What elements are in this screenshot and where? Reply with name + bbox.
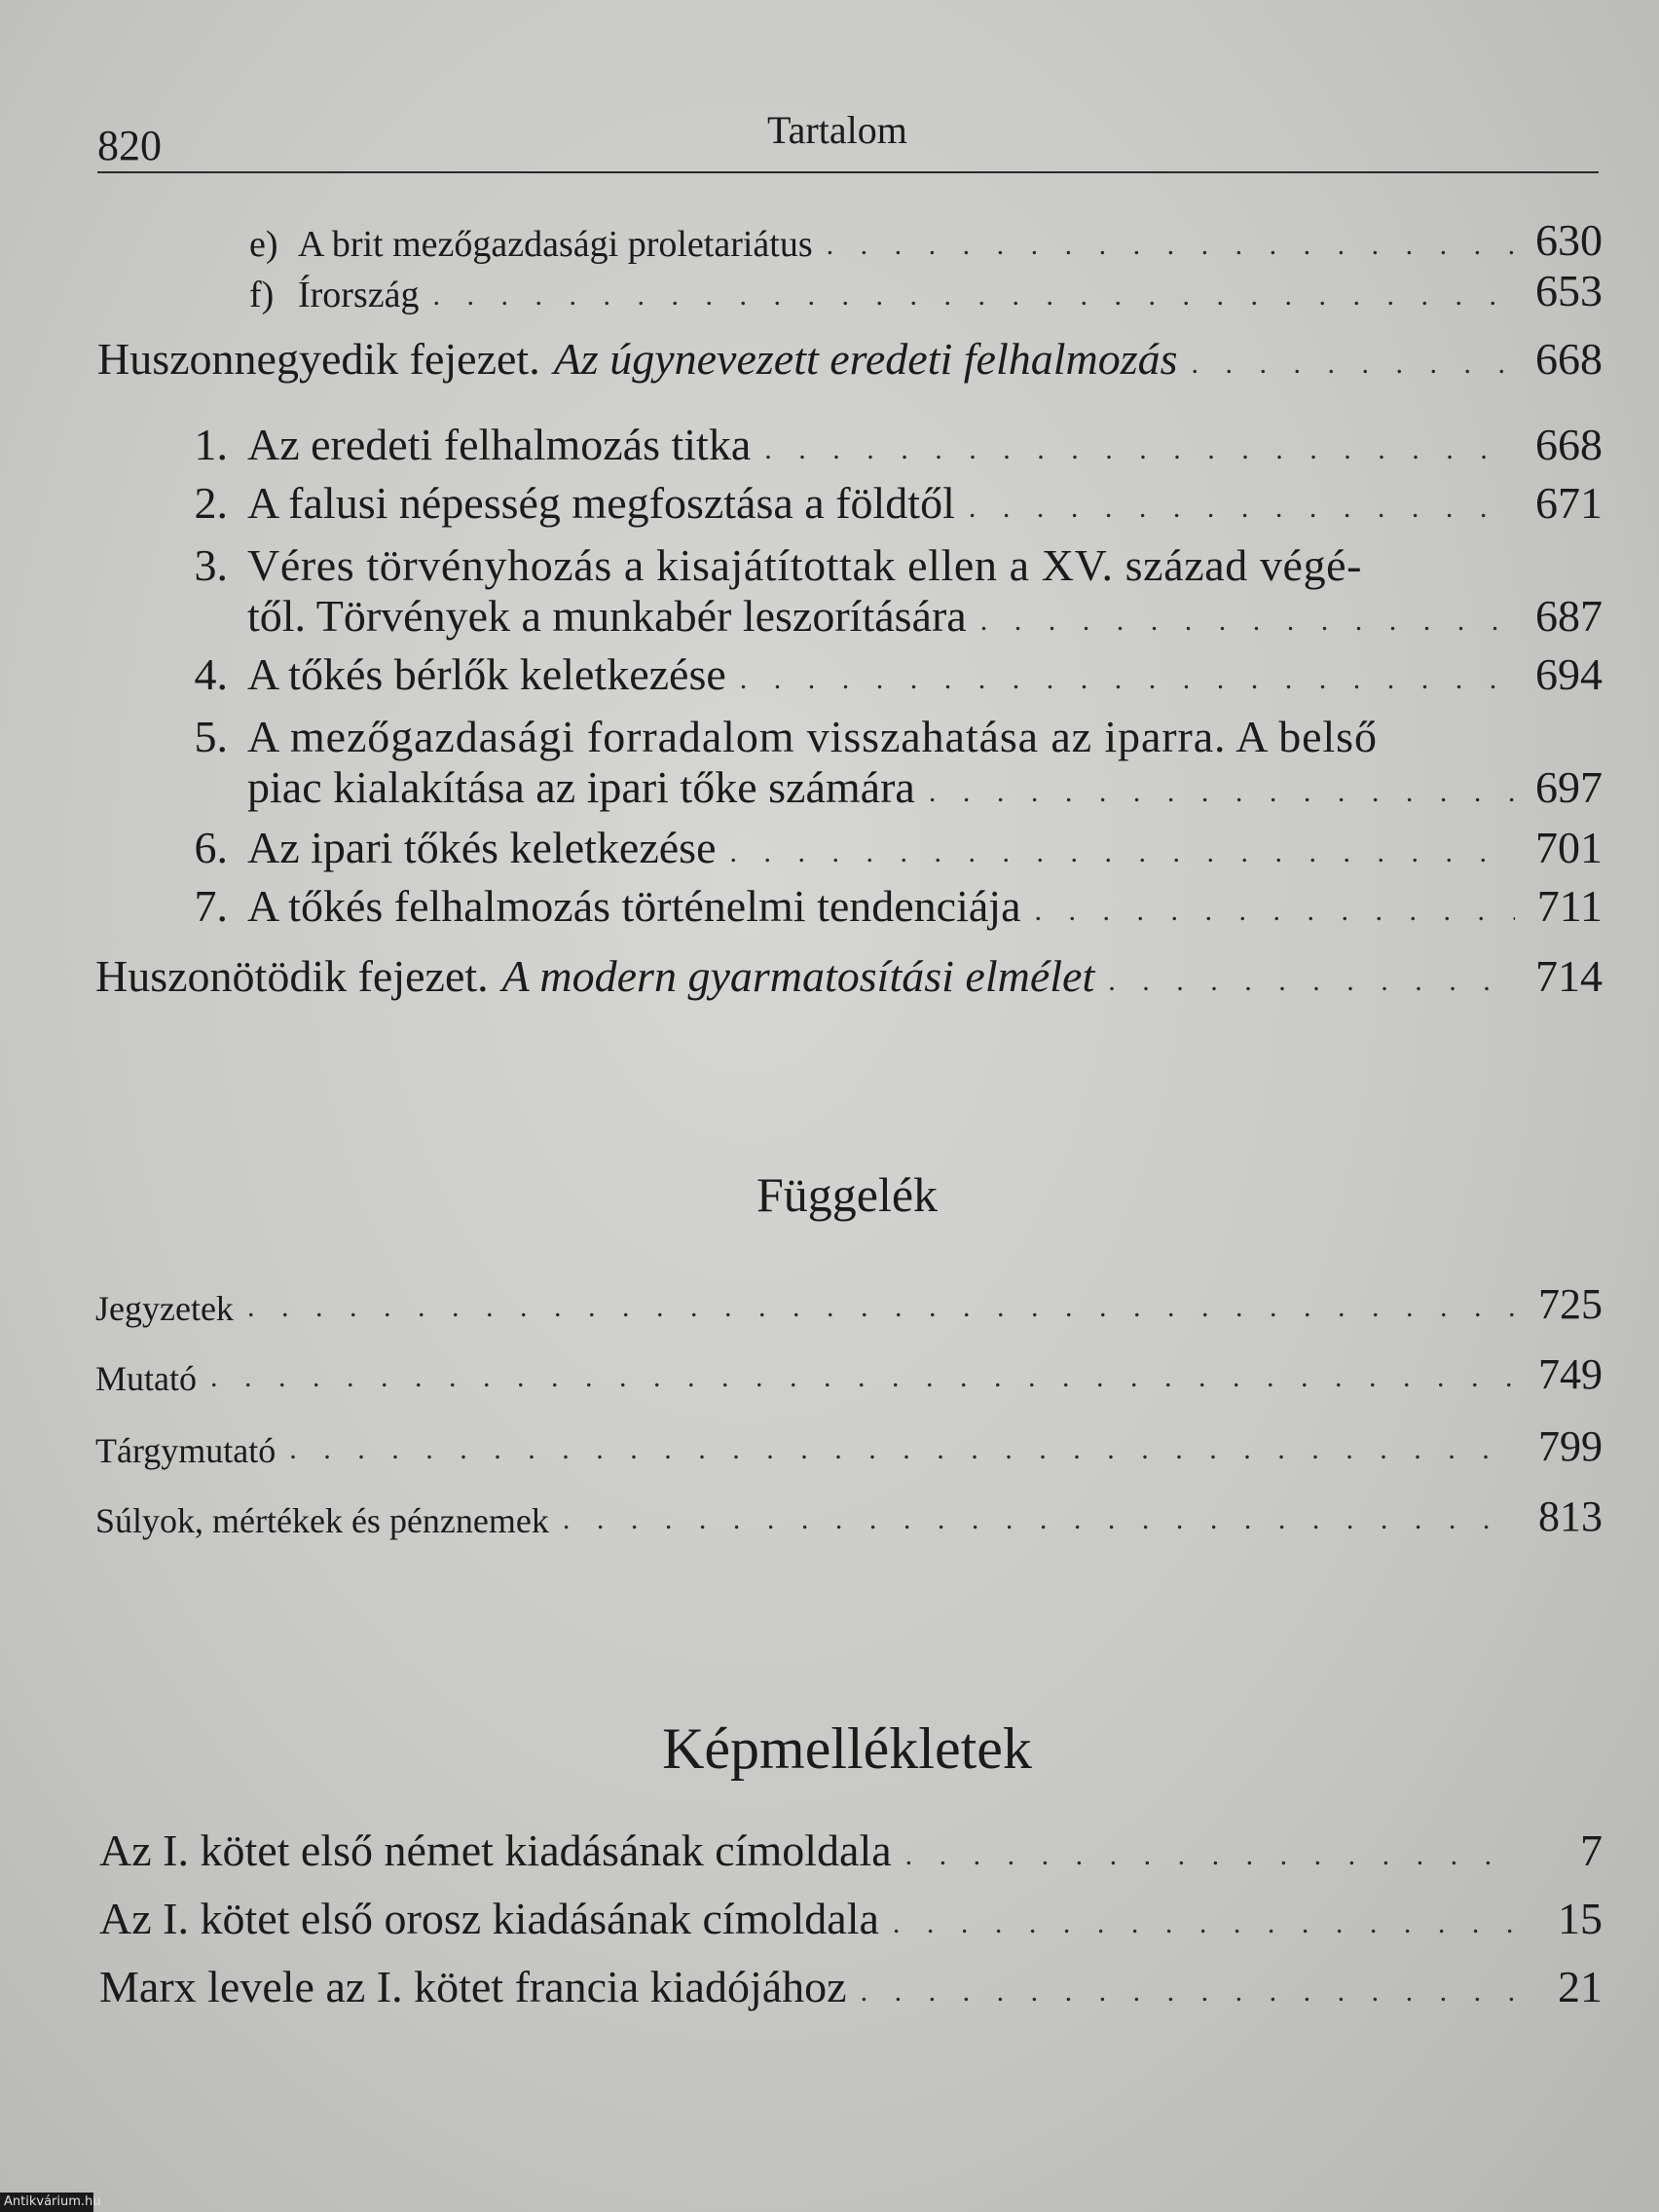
watermark: Antikvárium.hu [0,2193,93,2212]
section-text: Az eredeti felhalmozás titka [247,420,752,469]
chapter-prefix: Huszonötödik fejezet. [95,951,489,1001]
toc-entry [249,267,1603,316]
section-entry [181,479,1603,529]
appendix-text: Jegyzetek [95,1288,234,1328]
chapter-page: 668 [1535,334,1603,384]
dot-leader [861,1972,1515,2012]
appendix-page: 749 [1538,1350,1603,1398]
section-text: A tőkés bérlők keletkezése [247,649,726,699]
dot-leader [893,1903,1515,1944]
section-entry-line2 [247,763,1603,813]
entry-page: 653 [1535,266,1603,315]
chapter-entry [97,335,1603,385]
chapter-title: Az úgynevezett eredeti felhalmozás [553,334,1178,384]
plate-text: Az I. kötet első német kiadásának címoldala [99,1825,892,1875]
section-number: 1. [194,420,228,469]
section-text: piac kialakítása az ipari tőke számára [247,762,915,812]
dot-leader [1035,891,1516,932]
section-page: 687 [1535,591,1603,641]
section-text: től. Törvények a munkabér leszorítására [247,591,967,641]
dot-leader [289,1429,1515,1470]
section-number: 2. [194,478,228,528]
dot-leader [905,1835,1515,1876]
chapter-page: 714 [1535,951,1603,1001]
section-entry-line1 [181,713,1603,762]
section-text: A mezőgazdasági forradalom visszahatása az iparra. A belső [247,712,1378,761]
dot-leader [980,601,1515,642]
section-text: A tőkés felhalmozás történelmi tendenciája [247,881,1021,931]
chapter-title: A modern gyarmatosítási elmélet [501,951,1095,1001]
section-number: 6. [194,823,228,872]
appendix-entry [95,1493,1603,1540]
dot-leader [969,488,1515,529]
section-number: 7. [194,881,228,931]
plates-heading: Képmellékletek [662,1716,1032,1781]
section-number: 3. [194,540,228,590]
chapter-prefix: Huszonnegyedik fejezet. [97,334,540,384]
plate-entry [99,1895,1603,1944]
appendix-page: 725 [1538,1280,1603,1328]
section-page: 697 [1535,762,1603,812]
entry-page: 630 [1535,215,1603,265]
dot-leader [764,429,1515,470]
dot-leader [563,1499,1515,1540]
section-number: 4. [194,649,228,699]
dot-leader [740,659,1515,700]
plate-entry [99,1963,1603,2012]
appendix-entry [95,1281,1603,1328]
section-text: Véres törvényhozás a kisajátítottak ellen a XV. század végé- [247,540,1363,590]
section-page: 668 [1535,420,1603,469]
entry-text: A brit mezőgazdasági proletariátus [298,223,813,265]
appendix-text: Súlyok, mértékek és pénznemek [95,1500,549,1540]
plate-page: 21 [1558,1962,1603,2011]
dot-leader [827,225,1515,266]
section-page: 694 [1535,649,1603,699]
section-page: 701 [1535,823,1603,872]
section-page: 711 [1536,881,1603,931]
dot-leader [432,276,1515,316]
dot-leader [730,832,1516,873]
appendix-text: Tárgymutató [95,1430,276,1470]
section-text: A falusi népesség megfosztása a földtől [247,478,955,528]
dot-leader [210,1357,1515,1398]
appendix-heading: Függelék [756,1167,939,1222]
appendix-entry [95,1351,1603,1398]
section-entry [181,882,1603,932]
toc-entry [249,216,1603,266]
appendix-page: 813 [1538,1493,1603,1540]
section-entry-line2 [247,592,1603,642]
section-entry [181,421,1603,470]
section-number: 5. [194,712,228,761]
dot-leader [929,772,1515,813]
section-text: Az ipari tőkés keletkezése [247,823,717,872]
running-title: Tartalom [767,108,907,152]
plate-page: 15 [1558,1894,1603,1943]
chapter-entry [95,952,1603,1002]
plate-text: Az I. kötet első orosz kiadásának címoldala [99,1894,879,1943]
dot-leader [247,1287,1515,1328]
page-header [97,105,1601,173]
entry-text: Írország [298,274,420,315]
dot-leader [1192,344,1515,385]
section-page: 671 [1535,478,1603,528]
dot-leader [1108,961,1515,1002]
entry-label: f) [249,274,275,315]
plate-entry [99,1826,1603,1876]
page-number: 820 [97,122,162,169]
header-rule [97,171,1599,173]
appendix-text: Mutató [95,1358,197,1398]
appendix-page: 799 [1538,1422,1603,1470]
section-entry [181,650,1603,700]
section-entry-line1 [181,541,1603,591]
plate-page: 7 [1580,1825,1603,1875]
appendix-entry [95,1423,1603,1470]
plate-text: Marx levele az I. kötet francia kiadójához [99,1962,847,2011]
section-entry [181,824,1603,873]
entry-label: e) [249,223,278,265]
